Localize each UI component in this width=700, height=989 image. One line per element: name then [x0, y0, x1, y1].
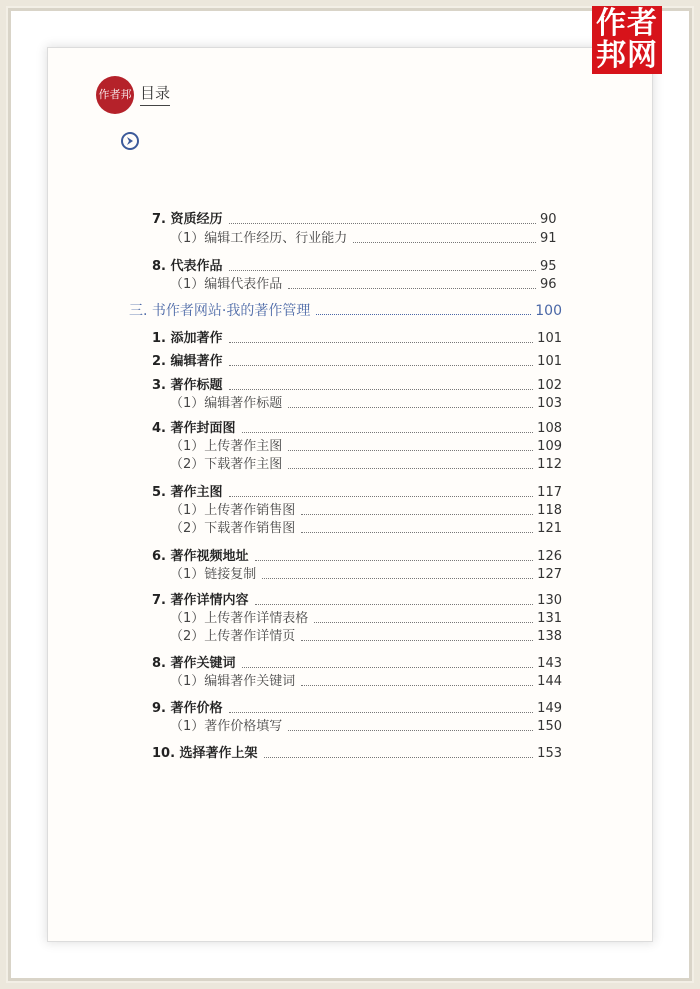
dot-leader: [242, 432, 534, 433]
toc-entry-page: 144: [537, 674, 562, 689]
toc-entry-title: （2）下载著作主图: [170, 457, 283, 472]
dot-leader: [229, 342, 534, 343]
toc-entry[interactable]: [152, 330, 562, 348]
toc-entry-title: 6. 著作视频地址: [152, 549, 249, 564]
toc-entry[interactable]: [170, 395, 562, 413]
toc-entry-page: 121: [537, 521, 562, 536]
toc-entry-title: （1）编辑著作关键词: [170, 674, 296, 689]
toc-entry-page: 130: [537, 593, 562, 608]
toc-entry-title: （1）上传著作详情表格: [170, 611, 309, 626]
dot-leader: [301, 532, 533, 533]
toc-entry-page: 96: [540, 277, 557, 292]
toc-entry-title: 2. 编辑著作: [152, 354, 223, 369]
toc-entry[interactable]: [152, 745, 562, 763]
toc-entry[interactable]: [152, 258, 562, 276]
toc-entry[interactable]: [152, 377, 562, 395]
dot-leader: [316, 314, 531, 315]
toc-entry-title: （1）上传著作销售图: [170, 503, 296, 518]
dot-leader: [255, 560, 534, 561]
dot-leader: [229, 365, 534, 366]
toc-entry[interactable]: [170, 456, 562, 474]
toc-entry-page: 149: [537, 701, 562, 716]
dot-leader: [229, 389, 534, 390]
toc-entry-title: 8. 著作关键词: [152, 656, 236, 671]
dot-leader: [229, 223, 536, 224]
toc-entry-title: 1. 添加著作: [152, 331, 223, 346]
toc-entry[interactable]: [152, 420, 562, 438]
toc-entry-page: 91: [540, 231, 557, 246]
toc-entry-title: 10. 选择著作上架: [152, 746, 258, 761]
brand-badge: [592, 6, 662, 74]
arrow-right-icon: [121, 132, 139, 150]
toc-entry[interactable]: [152, 484, 562, 502]
dot-leader: [288, 468, 533, 469]
dot-leader: [353, 242, 536, 243]
toc-entry-title: （1）上传著作主图: [170, 439, 283, 454]
toc-entry[interactable]: [152, 655, 562, 673]
toc-entry[interactable]: [170, 520, 562, 538]
toc-entry[interactable]: [170, 673, 562, 691]
toc-entry-page: 103: [537, 396, 562, 411]
toc-entry[interactable]: [170, 718, 562, 736]
toc-entry-page: 90: [540, 212, 557, 227]
brand-badge-line2: 邦网: [596, 38, 658, 73]
brand-badge-line1: 作者: [596, 6, 658, 41]
toc-entry[interactable]: [152, 700, 562, 718]
toc-entry[interactable]: [170, 610, 562, 628]
toc-entry[interactable]: [170, 628, 562, 646]
toc-entry-page: 101: [537, 331, 562, 346]
dot-leader: [229, 712, 534, 713]
toc-entry-title: （2）上传著作详情页: [170, 629, 296, 644]
toc-entry-page: 150: [537, 719, 562, 734]
dot-leader: [229, 270, 536, 271]
toc-entry-title: 三. 书作者网站·我的著作管理: [129, 303, 311, 319]
dot-leader: [301, 685, 533, 686]
toc-entry[interactable]: [152, 211, 562, 229]
toc-entry-page: 118: [537, 503, 562, 518]
toc-entry-title: （2）下载著作销售图: [170, 521, 296, 536]
toc-entry-title: （1）编辑代表作品: [170, 277, 283, 292]
toc-entry-title: 3. 著作标题: [152, 378, 223, 393]
toc-entry-title: 4. 著作封面图: [152, 421, 236, 436]
toc-entry[interactable]: [152, 353, 562, 371]
toc-entry-page: 95: [540, 259, 557, 274]
header-logo: 作者邦: [96, 76, 134, 114]
toc-entry-page: 109: [537, 439, 562, 454]
toc-entry-page: 102: [537, 378, 562, 393]
toc-entry[interactable]: [170, 566, 562, 584]
dot-leader: [264, 757, 534, 758]
toc-entry[interactable]: [170, 502, 562, 520]
toc-entry-page: 127: [537, 567, 562, 582]
dot-leader: [301, 514, 533, 515]
toc-entry-title: 7. 资质经历: [152, 212, 223, 227]
toc-entry-page: 100: [535, 303, 562, 319]
toc-entry-page: 101: [537, 354, 562, 369]
dot-leader: [301, 640, 533, 641]
dot-leader: [262, 578, 533, 579]
dot-leader: [288, 450, 533, 451]
dot-leader: [229, 496, 534, 497]
dot-leader: [288, 730, 533, 731]
toc-entry-page: 131: [537, 611, 562, 626]
toc-entry-page: 153: [537, 746, 562, 761]
toc-entry-title: 5. 著作主图: [152, 485, 223, 500]
toc-entry[interactable]: [152, 592, 562, 610]
dot-leader: [288, 407, 533, 408]
toc-entry-page: 112: [537, 457, 562, 472]
toc-entry-page: 108: [537, 421, 562, 436]
toc-entry-title: （1）著作价格填写: [170, 719, 283, 734]
toc-entry-title: 7. 著作详情内容: [152, 593, 249, 608]
toc-entry-title: （1）链接复制: [170, 567, 257, 582]
toc-entry[interactable]: [170, 230, 562, 248]
toc-entry-title: 8. 代表作品: [152, 259, 223, 274]
toc-entry[interactable]: [170, 438, 562, 456]
toc-entry-title: 9. 著作价格: [152, 701, 223, 716]
toc-entry-page: 117: [537, 485, 562, 500]
dot-leader: [314, 622, 533, 623]
toc-entry-title: （1）编辑工作经历、行业能力: [170, 231, 348, 246]
toc-entry-page: 126: [537, 549, 562, 564]
dot-leader: [242, 667, 534, 668]
page-title: 目录: [140, 82, 170, 106]
toc-entry-title: （1）编辑著作标题: [170, 396, 283, 411]
toc-entry-page: 138: [537, 629, 562, 644]
toc-entry[interactable]: [129, 302, 562, 320]
toc-entry[interactable]: [152, 548, 562, 566]
dot-leader: [288, 288, 536, 289]
dot-leader: [255, 604, 534, 605]
toc-entry[interactable]: [170, 276, 562, 294]
toc-entry-page: 143: [537, 656, 562, 671]
